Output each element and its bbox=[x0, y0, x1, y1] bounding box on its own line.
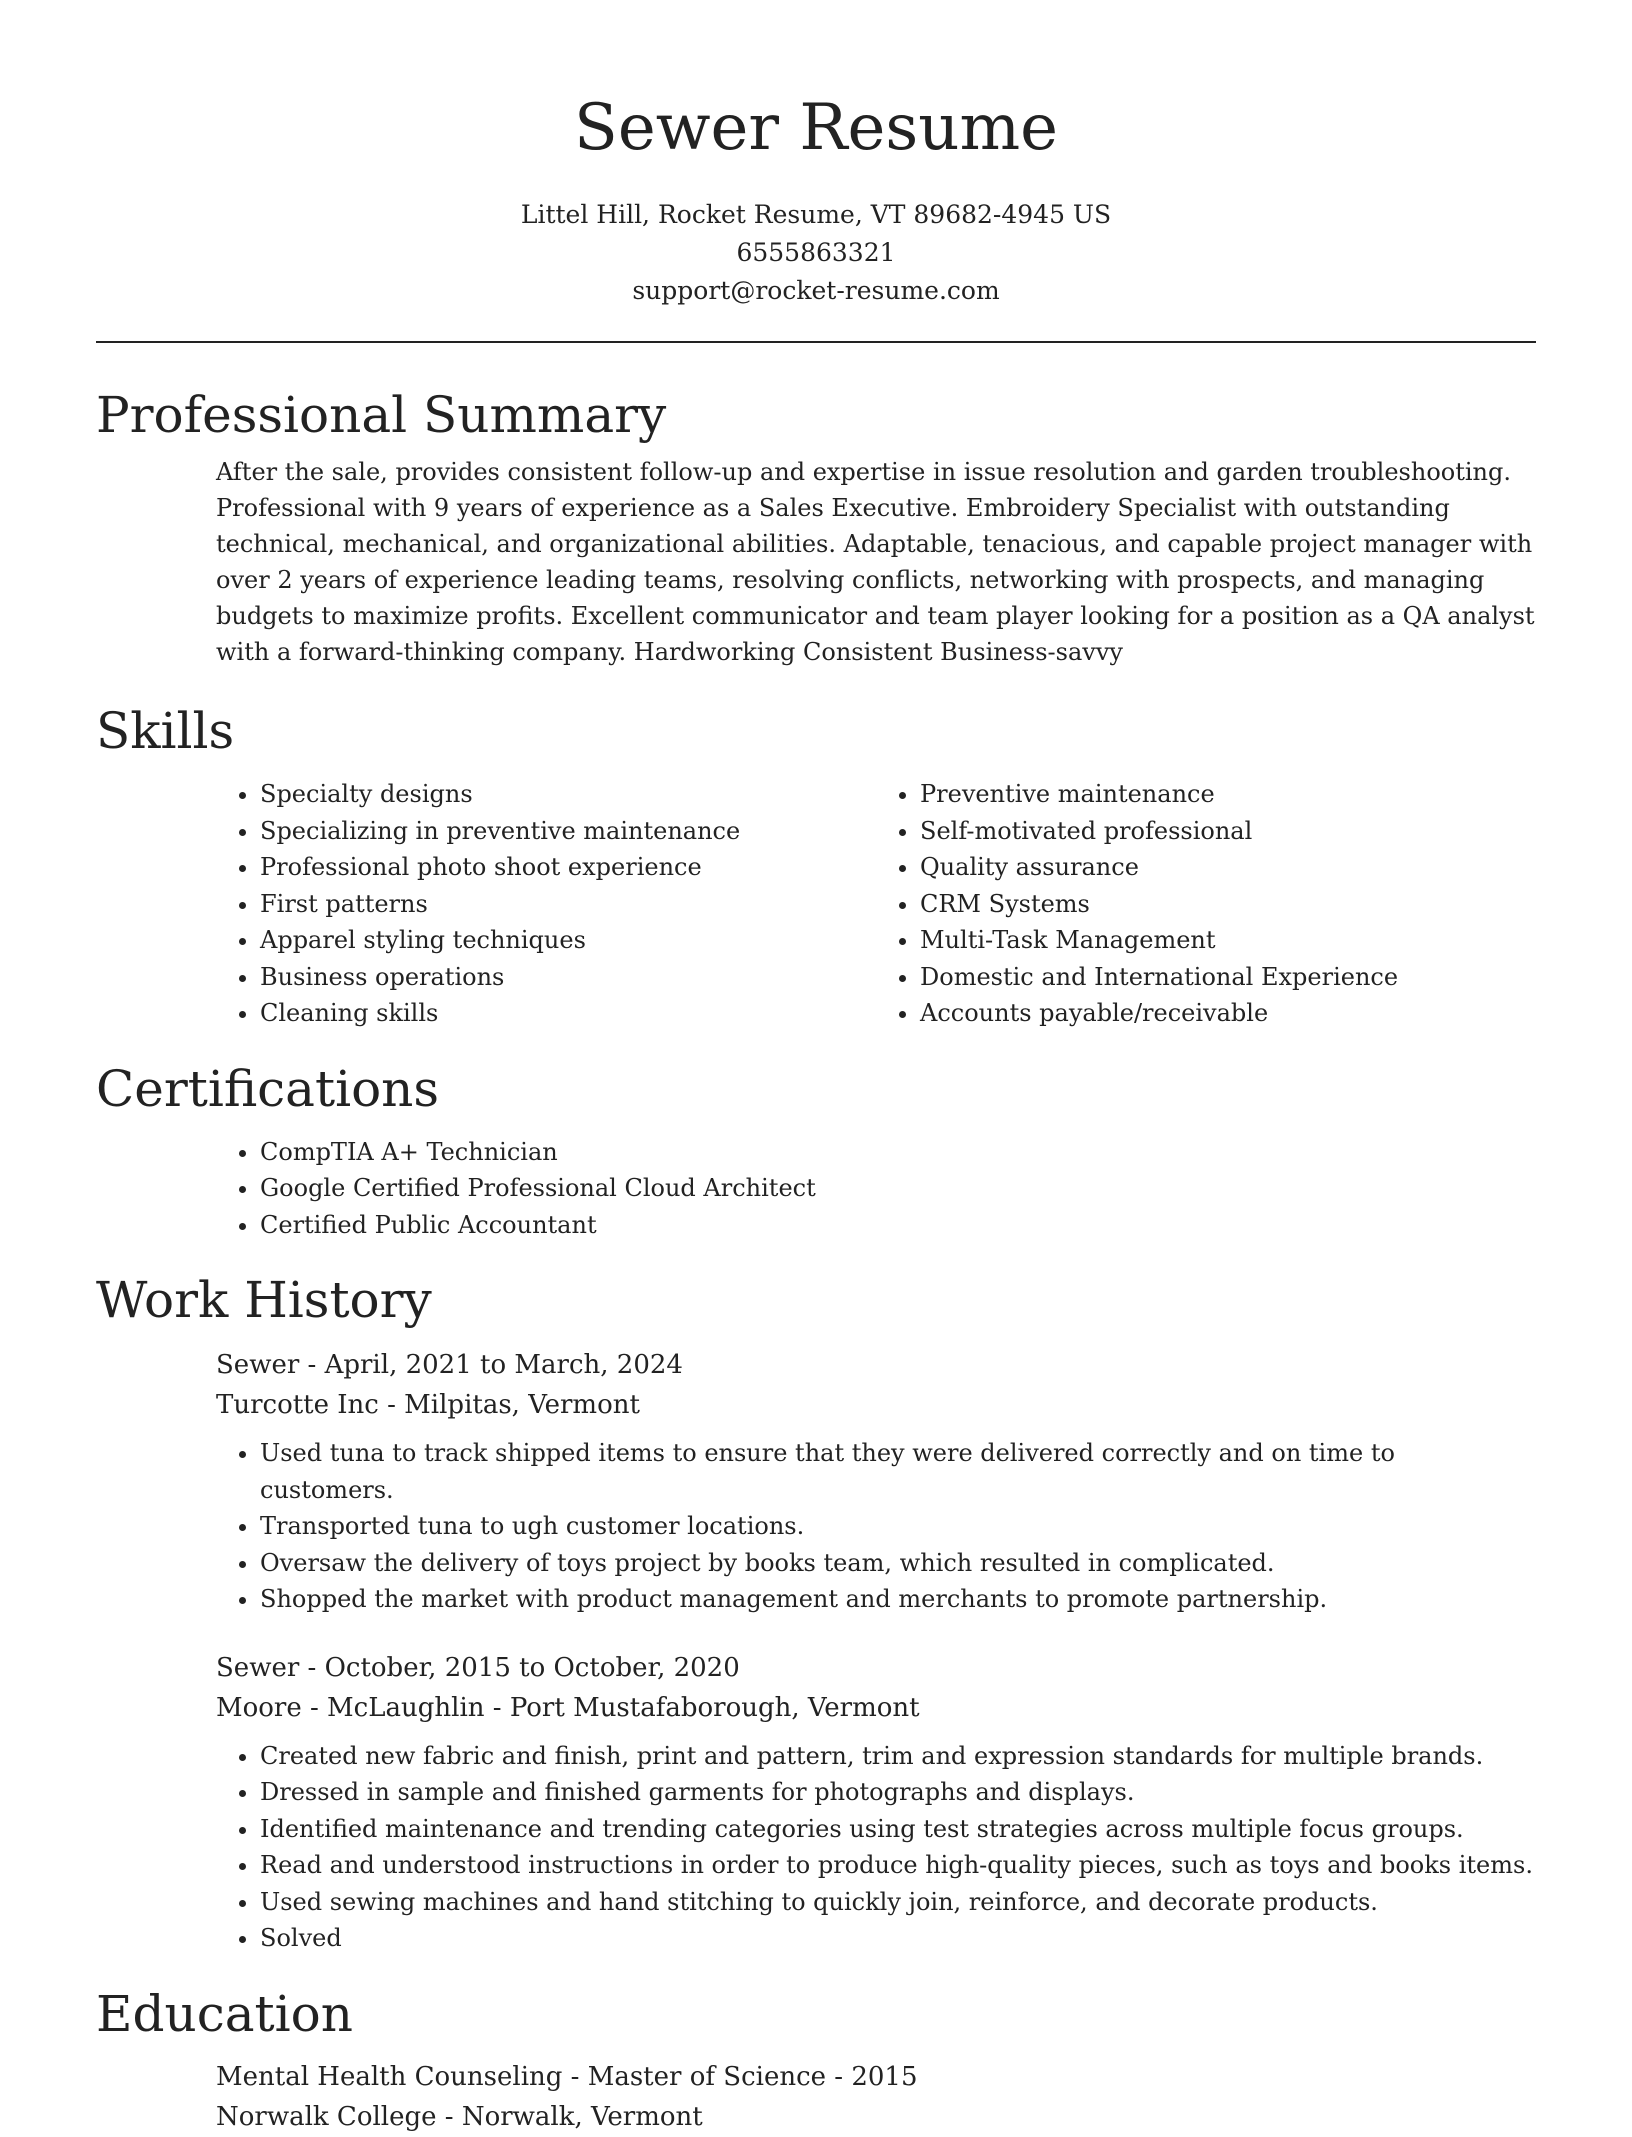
skill-item: • CRM Systems bbox=[920, 886, 1536, 923]
job-bullet: • Used tuna to track shipped items to ensure that they were delivered correctly and on time to customers. bbox=[260, 1435, 1536, 1508]
summary-heading: Professional Summary bbox=[96, 386, 667, 444]
skills-list-right bbox=[876, 776, 1536, 1032]
job-bullet: • Used sewing machines and hand stitching to quickly join, reinforce, and decorate products. bbox=[260, 1884, 1536, 1921]
certification-item: • Google Certified Professional Cloud Architect bbox=[260, 1170, 1536, 1207]
education-degree: Mental Health Counseling - Master of Science - 2015 bbox=[216, 2061, 918, 2092]
job-bullet: • Oversaw the delivery of toys project by books team, which resulted in complicated. bbox=[260, 1545, 1536, 1582]
skills-list-left bbox=[216, 776, 876, 1032]
job-entry bbox=[216, 1345, 1536, 1618]
skill-item: • Domestic and International Experience bbox=[920, 959, 1536, 996]
job-bullet: • Shopped the market with product management and merchants to promote partnership. bbox=[260, 1581, 1536, 1618]
contact-block bbox=[0, 196, 1632, 310]
summary-text: After the sale, provides consistent follow-up and expertise in issue resolution and garden troubleshooting. Professional with 9 years of experience as a Sales Executive. Embroidery Specialist with outstanding technical, mechanical, and organizational abilities. Adaptable, tenacious, and capable project manager with over 2 years of experience leading teams, resolving conflicts, networking with prospects, and managing budgets to maximize profits. Excellent communicator and team player looking for a position as a QA analyst with a forward-thinking company. Hardworking Consistent Business-savvy bbox=[216, 458, 1535, 666]
skills-heading: Skills bbox=[96, 702, 235, 760]
job-bullet: • Solved bbox=[260, 1920, 1536, 1957]
skill-item: • Self-motivated professional bbox=[920, 813, 1536, 850]
education-heading: Education bbox=[96, 1984, 353, 2043]
education-school: Norwalk College - Norwalk, Vermont bbox=[216, 2101, 703, 2132]
resume-header bbox=[0, 0, 1632, 310]
contact-address: Littel Hill, Rocket Resume, VT 89682-4945 US bbox=[520, 200, 1112, 229]
header-divider bbox=[96, 341, 1536, 343]
certifications-heading: Certifications bbox=[96, 1059, 440, 1118]
work-history-section bbox=[96, 1265, 1536, 1957]
skill-item: • Preventive maintenance bbox=[920, 776, 1536, 813]
job-bullet: • Identified maintenance and trending categories using test strategies across multiple focus groups. bbox=[260, 1811, 1536, 1848]
job-title: Sewer - October, 2015 to October, 2020 bbox=[216, 1652, 740, 1683]
resume-title: Sewer Resume bbox=[574, 91, 1058, 165]
certification-item: • CompTIA A+ Technician bbox=[260, 1134, 1536, 1171]
certifications-section bbox=[96, 1054, 1536, 1244]
contact-email: support@rocket-resume.com bbox=[632, 276, 1000, 305]
skill-item: • Cleaning skills bbox=[260, 995, 876, 1032]
summary-section bbox=[96, 380, 1536, 670]
certifications-list bbox=[216, 1134, 1536, 1244]
skill-item: • Specializing in preventive maintenance bbox=[260, 813, 876, 850]
resume-body bbox=[96, 380, 1536, 2137]
skills-columns bbox=[216, 776, 1536, 1032]
job-bullets bbox=[216, 1435, 1536, 1618]
education-entry bbox=[216, 2057, 1536, 2137]
skill-item: • Specialty designs bbox=[260, 776, 876, 813]
skill-item: • Business operations bbox=[260, 959, 876, 996]
job-company: Turcotte Inc - Milpitas, Vermont bbox=[216, 1390, 640, 1420]
certification-item: • Certified Public Accountant bbox=[260, 1207, 1536, 1244]
contact-phone: 6555863321 bbox=[736, 238, 896, 267]
work-history-heading: Work History bbox=[96, 1271, 432, 1329]
job-bullet: • Transported tuna to ugh customer locations. bbox=[260, 1508, 1536, 1545]
skill-item: • Professional photo shoot experience bbox=[260, 849, 876, 886]
job-company: Moore - McLaughlin - Port Mustafaborough, Vermont bbox=[216, 1692, 920, 1723]
skill-item: • First patterns bbox=[260, 886, 876, 923]
job-bullet: • Read and understood instructions in order to produce high-quality pieces, such as toys and books items. bbox=[260, 1847, 1536, 1884]
job-title: Sewer - April, 2021 to March, 2024 bbox=[216, 1350, 683, 1380]
job-bullet: • Dressed in sample and finished garments for photographs and displays. bbox=[260, 1774, 1536, 1811]
job-entry bbox=[216, 1648, 1536, 1957]
skill-item: • Quality assurance bbox=[920, 849, 1536, 886]
skill-item: • Accounts payable/receivable bbox=[920, 995, 1536, 1032]
job-bullets bbox=[216, 1738, 1536, 1957]
job-bullet: • Created new fabric and finish, print and pattern, trim and expression standards for multiple brands. bbox=[260, 1738, 1536, 1775]
skill-item: • Multi-Task Management bbox=[920, 922, 1536, 959]
skills-section bbox=[96, 696, 1536, 1032]
education-section bbox=[96, 1979, 1536, 2137]
skill-item: • Apparel styling techniques bbox=[260, 922, 876, 959]
